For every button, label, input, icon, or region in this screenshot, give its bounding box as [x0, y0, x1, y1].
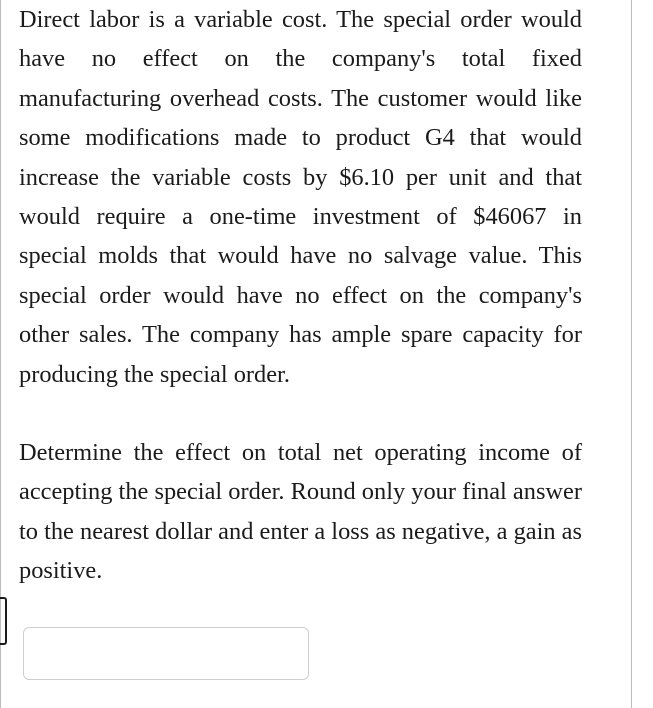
answer-input[interactable]: [23, 627, 309, 680]
answer-marker-bracket: [0, 597, 7, 645]
question-paragraph-1: Direct labor is a variable cost. The special order would have no effect on the company's total fixed manufacturing overhead costs. The customer would like some modifications made to product G4 that would increase the variable costs by $6.10 per unit and that would require a one-time investment of $46067 in special molds that would have no salvage value. This special order would have no effect on the company's other sales. The company has ample spare capacity for producing the special order.: [19, 6, 582, 388]
question-text: [19, 0, 582, 591]
question-paragraph-2: Determine the effect on total net operating income of accepting the special order. Round only your final answer to the nearest dollar and enter a loss as negative, a gain as positive.: [19, 439, 582, 585]
